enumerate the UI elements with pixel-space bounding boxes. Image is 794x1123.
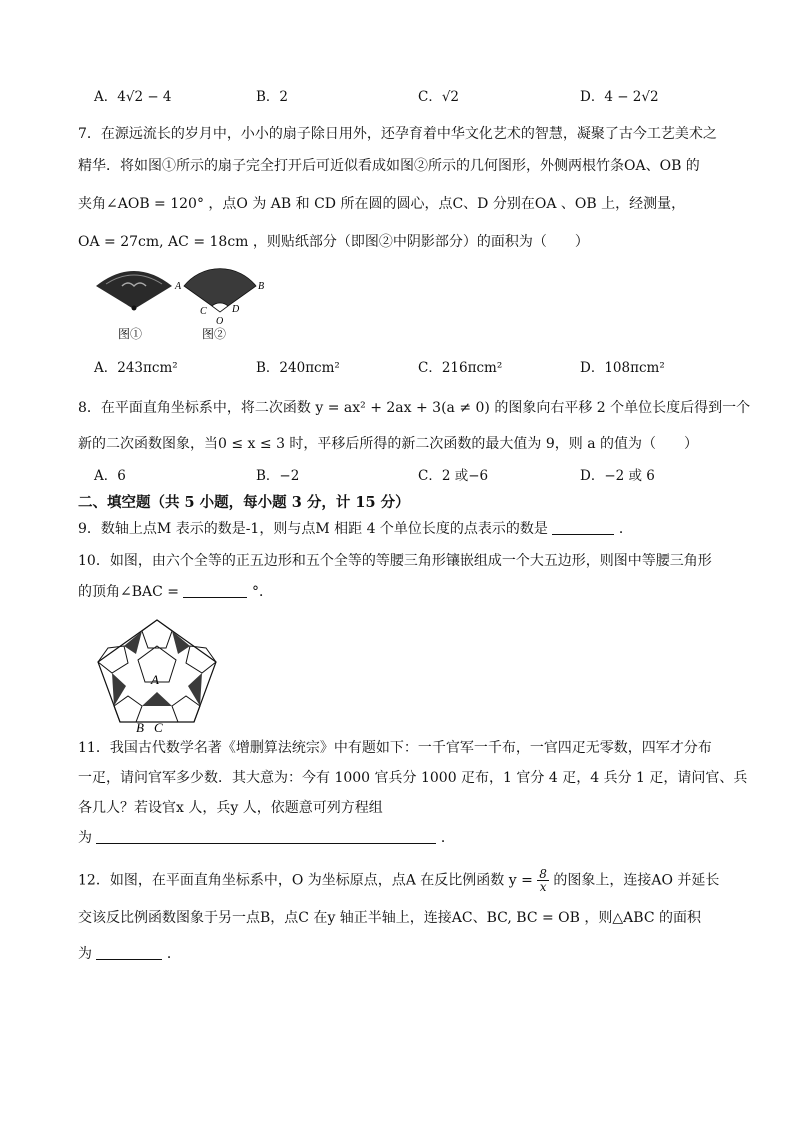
q7-line1: 7．在源远流长的岁月中，小小的扇子除日用外，还孕育着中华文化艺术的智慧，凝聚了古今工艺美术之: [78, 126, 717, 142]
fig1-caption: 图①: [118, 327, 143, 341]
q7-option-d[interactable]: D．108πcm²: [580, 360, 665, 376]
fan-photo-figure: [92, 264, 176, 314]
q12-frac-den: x: [539, 880, 547, 894]
q9-answer-blank[interactable]: [552, 520, 614, 535]
q11-line2: 一疋，请问官军多少数．其大意为：今有 1000 官兵分 1000 疋布，1 官分 4 疋，4 兵分 1 疋，请问官、兵: [78, 770, 748, 786]
q7-line4: OA = 27cm, AC = 18cm ，则贴纸部分（即图②中阴影部分）的面积为（ ）: [78, 234, 589, 250]
q10-line2-text: 的顶角∠BAC =: [78, 584, 180, 600]
q8-option-c[interactable]: C．2 或−6: [418, 468, 489, 484]
q8-option-d[interactable]: D．−2 或 6: [580, 468, 655, 484]
q12-frac-num: 8: [539, 867, 547, 881]
section2-heading: 二、填空题（共 5 小题，每小题 3 分，计 15 分）: [78, 494, 410, 511]
q12-line1-b: 的图象上，连接AO 并延长: [553, 872, 720, 889]
fan-inner-rods: [212, 306, 228, 312]
fig2-caption: 图②: [202, 327, 227, 341]
q7-option-a[interactable]: A．243πcm²: [94, 360, 178, 376]
q10-answer-blank[interactable]: [183, 583, 247, 598]
shaded-fan-region: [184, 269, 256, 306]
q7-line3: 夹角∠AOB = 120° ，点O 为 AB 和 CD 所在圆的圆心，点C、D 分别在OA 、OB 上，经测量，: [78, 196, 686, 212]
q9-line: [78, 519, 738, 539]
shaded-triangle-1: [172, 631, 190, 654]
q10-line1: 10．如图，由六个全等的正五边形和五个全等的等腰三角形镶嵌组成一个大五边形，则图中等腰三角形: [78, 553, 712, 569]
q11-answer-blank[interactable]: [96, 829, 436, 844]
q12-line1: [78, 868, 738, 893]
q8-option-a[interactable]: A．6: [94, 468, 126, 484]
q6-option-b[interactable]: B．2: [256, 89, 289, 105]
pentagon-tiling-figure: [92, 616, 222, 734]
shaded-triangle-2: [124, 631, 142, 654]
label-c: C: [154, 720, 163, 734]
q9-text: 9．数轴上点M 表示的数是-1，则与点M 相距 4 个单位长度的点表示的数是: [78, 521, 548, 537]
label-d: D: [232, 304, 240, 315]
q12-line3-text: 为: [78, 946, 92, 962]
shaded-triangle-4: [112, 673, 126, 706]
q11-line3: 各几人？若设官x 人，兵y 人，依题意可列方程组: [78, 800, 383, 816]
fan-pivot: [132, 306, 137, 311]
label-c: C: [200, 306, 207, 317]
q12-line1-a: 12．如图，在平面直角坐标系中，O 为坐标原点，点A 在反比例函数 y =: [78, 872, 533, 889]
label-b: B: [258, 281, 265, 292]
bottom-right-pentagon: [172, 696, 200, 722]
q8-option-b[interactable]: B．−2: [256, 468, 300, 484]
q8-line2: 新的二次函数图象，当0 ≤ x ≤ 3 时，平移后所得的新二次函数的最大值为 9，则 a 的值为（ ）: [78, 436, 699, 452]
q9-end: ．: [618, 521, 633, 537]
label-b: B: [136, 720, 144, 734]
q6-option-d[interactable]: D．4 − 2√2: [580, 89, 659, 105]
q11-end: ．: [440, 830, 455, 846]
q12-answer-blank[interactable]: [96, 945, 162, 960]
q7-option-c[interactable]: C．216πcm²: [418, 360, 503, 376]
q6-option-a[interactable]: A．4√2 − 4: [94, 89, 172, 105]
label-o: O: [216, 316, 224, 326]
bottom-left-pentagon: [114, 696, 142, 722]
q12-line3: [78, 944, 738, 964]
q12-fraction: [537, 868, 549, 893]
top-pentagon: [142, 620, 172, 648]
fan-body: [96, 271, 172, 309]
q11-line1: 11．我国古代数学名著《增删算法统宗》中有题如下：一千官军一千布，一官四疋无零数，四军才分布: [78, 740, 712, 756]
label-a: A: [151, 672, 159, 687]
q6-option-c[interactable]: C．√2: [418, 89, 460, 105]
q10-line2: [78, 582, 738, 602]
q11-line4-text: 为: [78, 830, 92, 846]
q7-line2: 精华．将如图①所示的扇子完全打开后可近似看成如图②所示的几何图形，外侧两根竹条OA、OB 的: [78, 158, 700, 174]
shaded-triangle-3: [188, 673, 202, 706]
q10-end: °．: [251, 584, 273, 600]
q11-line4: [78, 828, 738, 848]
q12-line2: 交该反比例函数图象于另一点B，点C 在y 轴正半轴上，连接AC、BC, BC = OB ，则△ABC 的面积: [78, 910, 701, 926]
q8-line1: 8．在平面直角坐标系中，将二次函数 y = ax² + 2ax + 3(a ≠ 0) 的图象向右平移 2 个单位长度后得到一个: [78, 400, 751, 416]
q7-option-b[interactable]: B．240πcm²: [256, 360, 340, 376]
q12-end: ．: [166, 946, 181, 962]
label-a: A: [175, 281, 182, 292]
fan-geometry-figure: [172, 262, 272, 326]
shaded-triangle-5: [142, 692, 172, 706]
